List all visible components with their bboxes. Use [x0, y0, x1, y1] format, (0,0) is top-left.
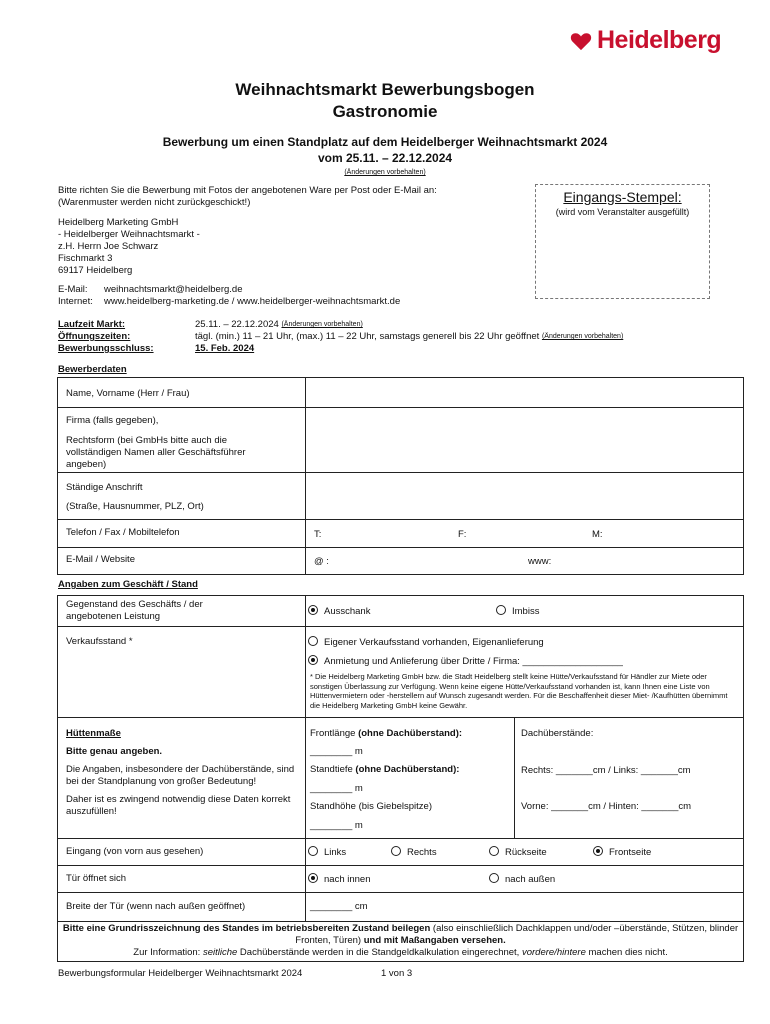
radio-eigener-stand[interactable]: Eigener Verkaufsstand vorhanden, Eigenanlieferung [308, 636, 544, 649]
breite-field[interactable]: ________ cm [310, 901, 368, 912]
address-line: Heidelberg Marketing GmbH [58, 217, 179, 228]
radio-empty-icon [489, 846, 499, 856]
radio-checked-icon [308, 655, 318, 665]
verkaufsstand-footnote: * Die Heidelberg Marketing GmbH bzw. die Stadt Heidelberg stellt keine Hütte/Verkaufsstand für Händler zur Miete oder sonstigen Überlassung zur Verfügung. Wenn keine eigene Hütte/Verkaufsstand vorhanden ist, kann Ihnen eine Liste von Hüttenvermietern oder -herstellern auf Wunsch zugesandt werden. Für die Beschaffenheit dieser Miet- /Kaufhütten übernimmt die Heidelberg Marketing GmbH keine Gewähr. [310, 672, 728, 710]
frontlaenge-label: Frontlänge (ohne Dachüberstand): [310, 728, 463, 739]
verkaufsstand-label: Verkaufsstand * [66, 636, 133, 647]
address-line: Fischmarkt 3 [58, 253, 113, 264]
tuer-label: Tür öffnet sich [66, 873, 127, 884]
radio-frontseite[interactable]: Frontseite [593, 846, 651, 859]
telefon-label: Telefon / Fax / Mobiltelefon [66, 527, 180, 538]
radio-anmietung[interactable]: Anmietung und Anlieferung über Dritte / Firma: ___________________ [308, 655, 623, 668]
name-field[interactable] [306, 379, 744, 407]
business-table [57, 595, 744, 962]
page-title: Weihnachtsmarkt Bewerbungsbogen [235, 80, 535, 99]
radio-checked-icon [593, 846, 603, 856]
dachueberstaende-label: Dachüberstände: [521, 728, 594, 739]
anschrift-field[interactable] [306, 473, 744, 519]
radio-nach-aussen[interactable]: nach außen [489, 873, 555, 886]
entry-stamp-box [535, 184, 710, 299]
email-website-label: E-Mail / Website [66, 554, 135, 565]
zwingend-text: Daher ist es zwingend notwendig diese Daten korrekt auszufüllen! [66, 794, 291, 817]
radio-links[interactable]: Links [308, 846, 346, 859]
brand-name: Heidelberg [597, 26, 722, 54]
page-subtitle: Bewerbung um einen Standplatz auf dem Heidelberger Weihnachtsmarkt 2024 [162, 135, 608, 149]
radio-empty-icon [308, 636, 318, 646]
fax-field[interactable]: F: [458, 529, 467, 540]
radio-empty-icon [391, 846, 401, 856]
address-line: 69117 Heidelberg [58, 265, 133, 276]
address-line: - Heidelberger Weihnachtsmarkt - [58, 229, 200, 240]
standhoehe-label: Standhöhe (bis Giebelspitze) [310, 801, 432, 812]
standhoehe-field[interactable]: ________ m [310, 820, 363, 831]
phone-field[interactable]: T: [314, 529, 322, 540]
mobile-field[interactable]: M: [592, 529, 603, 540]
standtiefe-label: Standtiefe (ohne Dachüberstand): [310, 764, 460, 775]
schedule-block: Laufzeit Markt: 25.11. – 22.12.2024 (Änderungen vorbehalten) Öffnungszeiten: tägl. (min.) 11 – 21 Uhr, (max.) 11 – 22 Uhr, samstags generell bis 22 Uhr geöffnet (Änderungen vorbehalten) Bewerbungsschluss: 15. Feb. 2024 [58, 319, 624, 354]
section-title-bewerberdaten: Bewerberdaten [58, 364, 127, 375]
changes-note: (Änderungen vorbehalten) [344, 169, 426, 176]
breite-label: Breite der Tür (wenn nach außen geöffnet) [66, 901, 246, 912]
frontlaenge-field[interactable]: ________ m [310, 746, 363, 757]
heidelberg-logo [570, 26, 721, 55]
angaben-text: Die Angaben, insbesondere der Dachüberstände, sind bei der Standplanung von großer Bedeutung! [66, 764, 295, 787]
address-block [58, 217, 200, 277]
huettenmasse-label: Hüttenmaße [66, 728, 121, 739]
radio-checked-icon [308, 605, 318, 615]
page-number: 1 von 3 [381, 968, 413, 979]
contact-website[interactable]: www.heidelberg-marketing.de / www.heidelberger-weihnachtsmarkt.de [104, 296, 401, 307]
firma-field[interactable] [306, 408, 744, 472]
radio-rechts[interactable]: Rechts [391, 846, 437, 859]
name-label: Name, Vorname (Herr / Frau) [66, 388, 190, 399]
rechts-links-field[interactable]: Rechts: _______cm / Links: _______cm [521, 765, 691, 776]
radio-empty-icon [496, 605, 506, 615]
radio-empty-icon [308, 846, 318, 856]
radio-imbiss[interactable]: Imbiss [496, 605, 539, 618]
genau-label: Bitte genau angeben. [66, 746, 163, 757]
email-field[interactable]: @ : [314, 556, 329, 567]
page-subtitle-dates: vom 25.11. – 22.12.2024 [317, 151, 453, 165]
firma-label: Firma (falls gegeben), Rechtsform (bei GmbHs bitte auch die vollständigen Namen aller Geschäftsführer angeben) [66, 415, 246, 470]
eingang-label: Eingang (von vorn aus gesehen) [66, 846, 204, 857]
info-note: Zur Information: seitliche Dachüberstände werden in die Standgeldkalkulation eingerechnet, vordere/hintere machen dies nicht. [133, 947, 668, 958]
footer-title: Bewerbungsformular Heidelberger Weihnachtsmarkt 2024 [58, 968, 303, 979]
anschrift-label: Ständige Anschrift (Straße, Hausnummer, PLZ, Ort) [66, 482, 204, 512]
stamp-title: Eingangs-Stempel: [563, 189, 682, 205]
section-title-geschaeft: Angaben zum Geschäft / Stand [58, 579, 198, 590]
gegenstand-label: Gegenstand des Geschäfts / der angebotenen Leistung [66, 599, 203, 622]
radio-rueckseite[interactable]: Rückseite [489, 846, 547, 859]
page-title-line2: Gastronomie [332, 102, 438, 121]
grundriss-note: Bitte eine Grundrisszeichnung des Standes im betriebsbereiten Zustand beilegen (also einschließlich Dachklappen und/oder –überstände, Stützen, blinder Fronten, Türen) und mit Maßangaben versehen. [62, 923, 739, 946]
applicant-table [57, 377, 744, 575]
radio-empty-icon [489, 873, 499, 883]
address-line: z.H. Herrn Joe Schwarz [58, 241, 159, 252]
heart-icon [570, 31, 592, 51]
radio-nach-innen[interactable]: nach innen [308, 873, 370, 886]
radio-ausschank[interactable]: Ausschank [308, 605, 370, 618]
stamp-subtitle: (wird vom Veranstalter ausgefüllt) [555, 207, 690, 217]
radio-checked-icon [308, 873, 318, 883]
intro-text: Bitte richten Sie die Bewerbung mit Fotos der angebotenen Ware per Post oder E-Mail an: (Warenmuster werden nicht zurückgeschickt!) [58, 185, 437, 208]
website-field[interactable]: www: [528, 556, 552, 567]
contact-block: E-Mail: weihnachtsmarkt@heidelberg.de Internet: www.heidelberg-marketing.de / www.heidelberger-weihnachtsmarkt.de [58, 284, 401, 307]
vorne-hinten-field[interactable]: Vorne: _______cm / Hinten: _______cm [521, 801, 692, 812]
standtiefe-field[interactable]: ________ m [310, 783, 363, 794]
contact-email[interactable]: weihnachtsmarkt@heidelberg.de [104, 284, 243, 295]
